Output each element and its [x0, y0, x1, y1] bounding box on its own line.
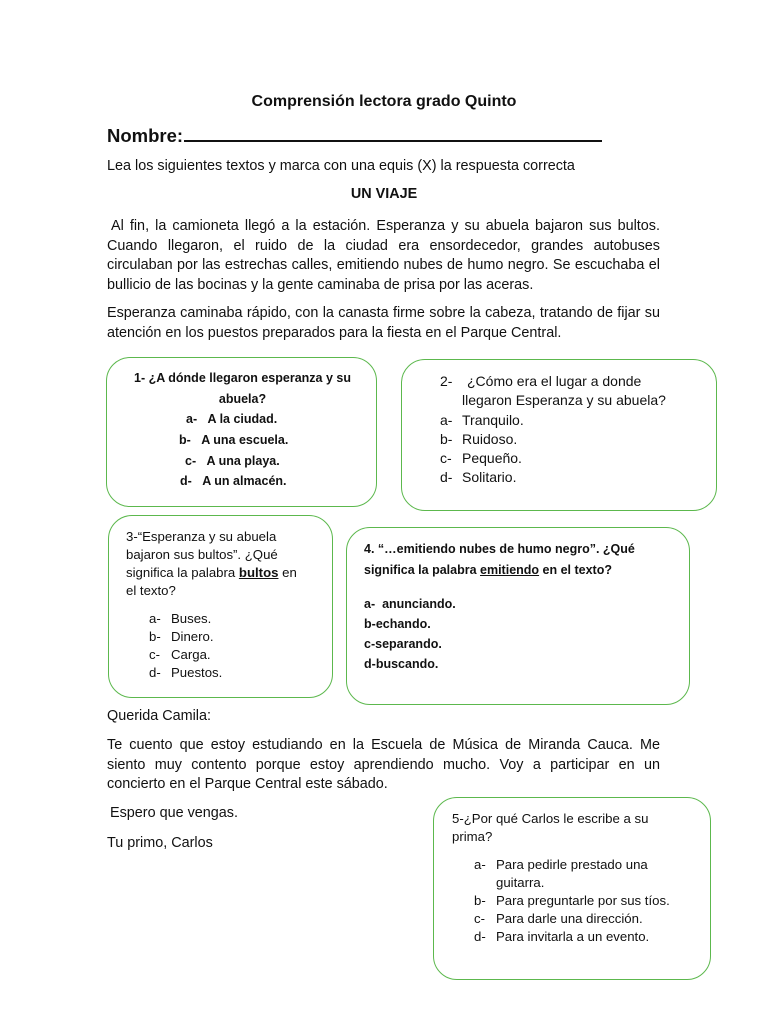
question-3-line2: bajaron sus bultos”. ¿Qué — [126, 547, 278, 562]
option-letter: d- — [180, 474, 192, 488]
option-text: echando. — [375, 617, 431, 631]
option-text: Solitario. — [462, 469, 517, 485]
question-1-line1: 1- ¿A dónde llegaron esperanza y su — [134, 371, 351, 385]
option-text: Para darle una dirección. — [496, 911, 643, 926]
option-text: A la ciudad. — [207, 412, 278, 426]
question-3-line3-pre: significa la palabra — [126, 565, 239, 580]
story-title: UN VIAJE — [350, 186, 418, 202]
question-3-option-a[interactable] — [149, 610, 222, 628]
option-letter: c- — [440, 450, 452, 466]
question-3-text — [126, 528, 297, 600]
option-text: Buses. — [171, 611, 212, 626]
question-5-line2: prima? — [452, 829, 493, 844]
question-4-line2-pre: significa la palabra — [364, 563, 481, 577]
question-4-line2 — [364, 563, 612, 577]
option-text: separando. — [375, 637, 442, 651]
name-row — [107, 124, 602, 147]
option-letter: d- — [364, 657, 376, 671]
option-letter: d- — [440, 469, 453, 485]
question-3-line4: el texto? — [126, 583, 176, 598]
question-5-options — [474, 856, 704, 946]
option-letter: a- — [474, 857, 486, 872]
name-blank-line[interactable] — [184, 124, 602, 142]
option-text: Puestos. — [171, 665, 223, 680]
question-1-option-b[interactable] — [179, 433, 288, 447]
question-3-box — [108, 515, 333, 698]
option-text: A una escuela. — [201, 433, 289, 447]
question-5-option-a[interactable] — [474, 856, 704, 892]
question-1-option-a[interactable] — [186, 412, 277, 426]
option-letter: b- — [440, 431, 453, 447]
option-letter: c- — [185, 454, 197, 468]
option-text: Tranquilo. — [462, 412, 524, 428]
question-2-options — [440, 411, 524, 487]
option-letter: b- — [179, 433, 191, 447]
question-1-line2: abuela? — [218, 392, 267, 406]
story-paragraph-1: Al fin, la camioneta llegó a la estación. Esperanza y su abuela bajaron sus bultos. Cuando llegaron, el ruido de la ciudad era ensordecedor, grandes autobuses circulaban por las estrechas calles, emitiendo nubes de humo negro. Se escuchaba el bullicio de las bocinas y la gente caminaba de prisa por las aceras. — [107, 218, 660, 293]
option-letter: a- — [364, 597, 376, 611]
option-letter: d- — [149, 665, 161, 680]
question-3-option-d[interactable] — [149, 664, 222, 682]
question-5-option-d[interactable] — [474, 928, 704, 946]
question-3-line3-post: en — [278, 565, 297, 580]
question-1-option-c[interactable] — [185, 454, 280, 468]
question-3-options — [149, 610, 222, 682]
option-letter: b- — [149, 629, 161, 644]
question-2-box — [401, 359, 717, 511]
option-text: Ruidoso. — [462, 431, 518, 447]
question-5-option-b[interactable] — [474, 892, 704, 910]
option-letter: c- — [364, 637, 376, 651]
question-2-line1: ¿Cómo era el lugar a donde — [467, 373, 642, 389]
letter-body: Te cuento que estoy estudiando en la Escuela de Música de Miranda Cauca. Me siento muy contento porque estoy aprendiendo mucho. Voy a participar en un concierto en el Parque Central este sábado. — [107, 737, 660, 792]
question-4-box — [346, 527, 690, 705]
option-text: A un almacén. — [202, 474, 287, 488]
option-letter: a- — [186, 412, 198, 426]
question-2-option-a[interactable] — [440, 411, 524, 430]
option-letter: c- — [474, 911, 485, 926]
question-5-box — [433, 797, 711, 980]
question-5-text — [452, 810, 648, 846]
option-text: Para preguntarle por sus tíos. — [496, 893, 670, 908]
option-text: anunciando. — [382, 597, 456, 611]
question-2-option-d[interactable] — [440, 468, 524, 487]
question-4-option-c[interactable] — [364, 634, 456, 654]
question-4-line2-post: en el texto? — [539, 563, 612, 577]
question-4-option-d[interactable] — [364, 654, 456, 674]
option-text: Para invitarla a un evento. — [496, 929, 650, 944]
question-4-option-a[interactable] — [364, 594, 456, 614]
letter-closing: Espero que vengas. — [110, 805, 239, 821]
instructions: Lea los siguientes textos y marca con una equis (X) la respuesta correcta — [107, 158, 575, 174]
question-2-option-b[interactable] — [440, 430, 524, 449]
question-3-line1: 3-“Esperanza y su abuela — [126, 529, 277, 544]
option-text: buscando. — [375, 657, 439, 671]
question-3-option-b[interactable] — [149, 628, 222, 646]
question-1-option-d[interactable] — [180, 474, 287, 488]
option-text: Para pedirle prestado una guitarra. — [496, 857, 648, 890]
letter-greeting: Querida Camila: — [107, 708, 211, 724]
option-letter: b- — [364, 617, 376, 631]
option-text: Dinero. — [171, 629, 214, 644]
page-title: Comprensión lectora grado Quinto — [251, 93, 517, 110]
question-4-options — [364, 594, 456, 674]
option-text: Pequeño. — [462, 450, 522, 466]
option-letter: c- — [149, 647, 160, 662]
question-2-line2: llegaron Esperanza y su abuela? — [462, 392, 666, 408]
name-label: Nombre: — [107, 125, 184, 146]
question-4-keyword: emitiendo — [480, 563, 540, 577]
question-3-keyword: bultos — [238, 565, 279, 580]
question-5-line1: 5-¿Por qué Carlos le escribe a su — [452, 811, 649, 826]
question-2-option-c[interactable] — [440, 449, 524, 468]
question-4-line1: 4. “…emitiendo nubes de humo negro”. ¿Qué — [364, 542, 635, 556]
option-letter: a- — [440, 412, 453, 428]
option-letter: d- — [474, 929, 486, 944]
question-5-option-c[interactable] — [474, 910, 704, 928]
option-letter: b- — [474, 893, 486, 908]
question-2-number: 2- — [440, 373, 453, 389]
question-1-box — [106, 357, 377, 507]
option-letter: a- — [149, 611, 161, 626]
question-4-option-b[interactable] — [364, 614, 456, 634]
option-text: Carga. — [171, 647, 211, 662]
option-text: A una playa. — [206, 454, 280, 468]
question-3-line3 — [126, 564, 297, 582]
question-3-option-c[interactable] — [149, 646, 222, 664]
letter-signature: Tu primo, Carlos — [107, 835, 213, 851]
story-paragraph-2: Esperanza caminaba rápido, con la canasta firme sobre la cabeza, tratando de fijar su atención en los puestos preparados para la fiesta en el Parque Central. — [107, 305, 660, 341]
